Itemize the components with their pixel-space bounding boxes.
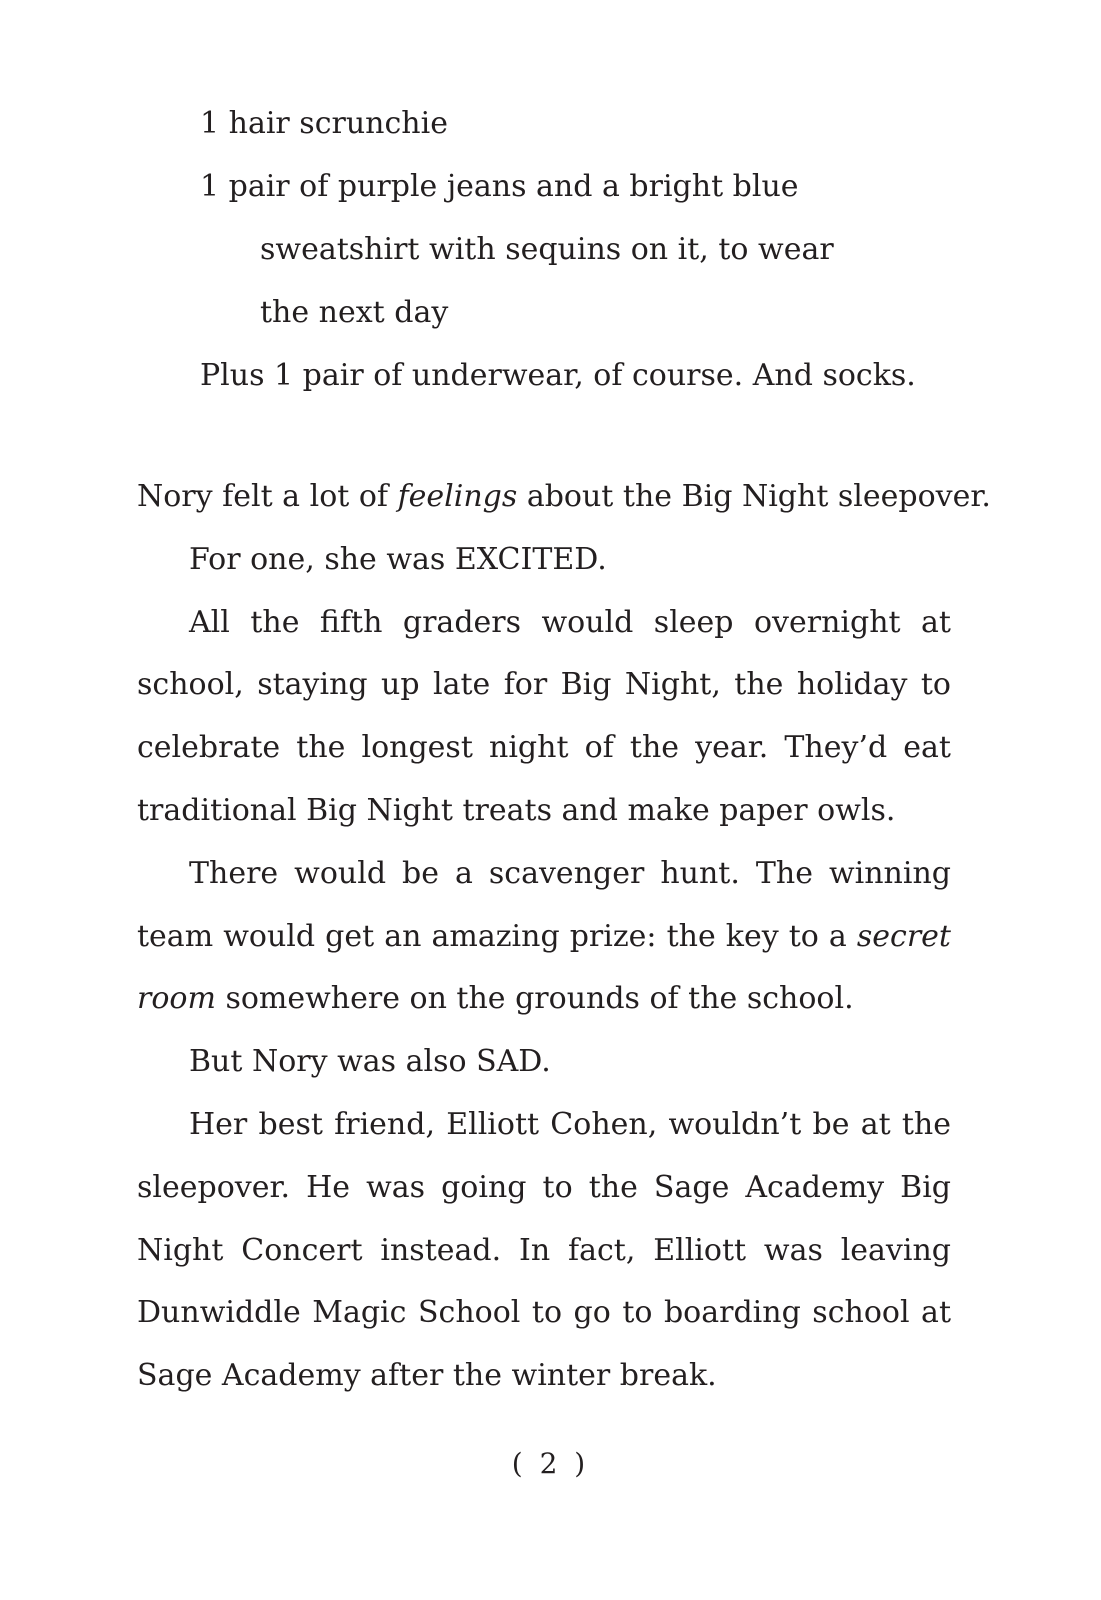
- paragraph-start-line: Her best friend, Elliott Cohen, wouldn’t be at the: [189, 1106, 951, 1142]
- text-line: Night Concert instead. In fact, Elliott was leaving: [137, 1232, 951, 1268]
- text-line: [137, 466, 991, 529]
- list-item: Plus 1 pair of underwear, of course. And socks.: [200, 358, 916, 393]
- italic-text: feelings: [397, 479, 518, 514]
- list-item: 1 pair of purple jeans and a bright blue: [200, 169, 799, 204]
- text-line: Dunwiddle Magic School to go to boarding school at: [137, 1295, 951, 1331]
- text-line: traditional Big Night treats and make paper owls.: [137, 792, 896, 828]
- text-line: sleepover. He was going to the Sage Academy Big: [137, 1169, 951, 1205]
- text-line: [137, 968, 951, 1031]
- text-span: Nory felt a lot of: [137, 479, 398, 514]
- list-item-continuation: sweatshirt with sequins on it, to wear: [260, 232, 834, 267]
- text-line: Sage Academy after the winter break.: [137, 1358, 717, 1394]
- paragraph-start-line: All the fifth graders would sleep overnight at: [189, 604, 951, 640]
- list-item: 1 hair scrunchie: [200, 106, 448, 141]
- italic-text: room: [137, 981, 216, 1017]
- text-span: about the Big Night sleepover.: [517, 479, 991, 514]
- packing-list: [200, 92, 960, 407]
- paragraph-start-line: For one, she was EXCITED.: [189, 541, 607, 577]
- text-line: school, staying up late for Big Night, the holiday to: [137, 667, 951, 703]
- text-span: somewhere on the grounds of the school.: [215, 981, 854, 1017]
- text-line: [137, 906, 951, 969]
- text-span: team would get an amazing prize: the key to a: [137, 918, 857, 954]
- list-item-continuation: the next day: [260, 295, 449, 330]
- text-line: celebrate the longest night of the year. They’d eat: [137, 730, 951, 766]
- paragraph-start-line: There would be a scavenger hunt. The winning: [189, 855, 951, 891]
- body-text: [137, 466, 991, 1408]
- italic-text: secret: [856, 918, 951, 954]
- paragraph-start-line: But Nory was also SAD.: [189, 1044, 551, 1080]
- page-number: ( 2 ): [511, 1447, 590, 1480]
